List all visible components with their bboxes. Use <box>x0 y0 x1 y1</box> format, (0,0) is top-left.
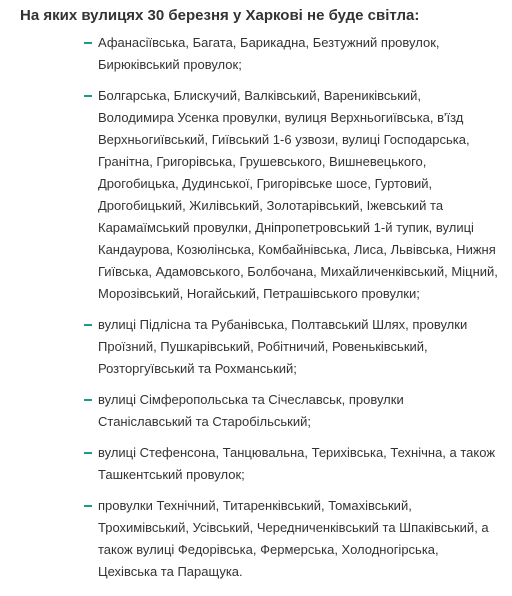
dash-bullet-icon <box>84 399 92 401</box>
dash-bullet-icon <box>84 452 92 454</box>
list-item <box>84 314 498 380</box>
list-item <box>84 442 498 486</box>
list-item <box>84 32 498 76</box>
dash-bullet-icon <box>84 42 92 44</box>
list-item-text: провулки Технічний, Титаренківський, Томахівський, Трохимівський, Усівський, Чередниченківський та Шпаківський, а також вулиці Федорівська, Фермерська, Холодногірська, Цехівська та Паращука. <box>98 498 489 579</box>
dash-bullet-icon <box>84 95 92 97</box>
list-item-text: вулиці Підлісна та Рубанівська, Полтавський Шлях, провулки Проїзний, Пушкарівський, Робітничий, Ровеньківський, Розторгуївський та Рохманський; <box>98 317 468 376</box>
list-item-text: Болгарська, Блискучий, Валківський, Варениківський, Володимира Усенка провулки, вулиця Верхньогиївська, в'їзд Верхньогиївський, Гиївський 1-6 узвози, вулиці Господарська, Гранітна, Григорівська, Грушевського, Вишневецького, Дрогобицька, Дудинської, Григорівське шосе, Гуртовий, Дрогобицький, Жилівський, Золотарівський, Іжевський та Карамаїмський провулки, Дніпропетровський 1-й тупик, вулиці Кандаурова, Козюлінська, Комбайнівська, Лиса, Львівська, Нижня Гиївська, Адамовського, Болбочана, Михайличенківський, Міцний, Морозівський, Ногайський, Петрашівського провулки; <box>98 88 498 301</box>
dash-bullet-icon <box>84 505 92 507</box>
list-item-text: вулиці Сімферопольська та Січеславськ, провулки Станіславський та Старобільський; <box>98 392 404 429</box>
article-heading: На яких вулицях 30 березня у Харкові не буде світла: <box>20 7 420 24</box>
list-item <box>84 389 498 433</box>
list-item <box>84 85 498 305</box>
dash-bullet-icon <box>84 324 92 326</box>
outage-street-list <box>20 32 498 583</box>
list-item <box>84 495 498 583</box>
list-item-text: Афанасіївська, Багата, Барикадна, Безтужний провулок, Бирюківський провулок; <box>98 35 440 72</box>
list-item-text: вулиці Стефенсона, Танцювальна, Терихівська, Технічна, а також Ташкентський провулок; <box>98 445 496 482</box>
